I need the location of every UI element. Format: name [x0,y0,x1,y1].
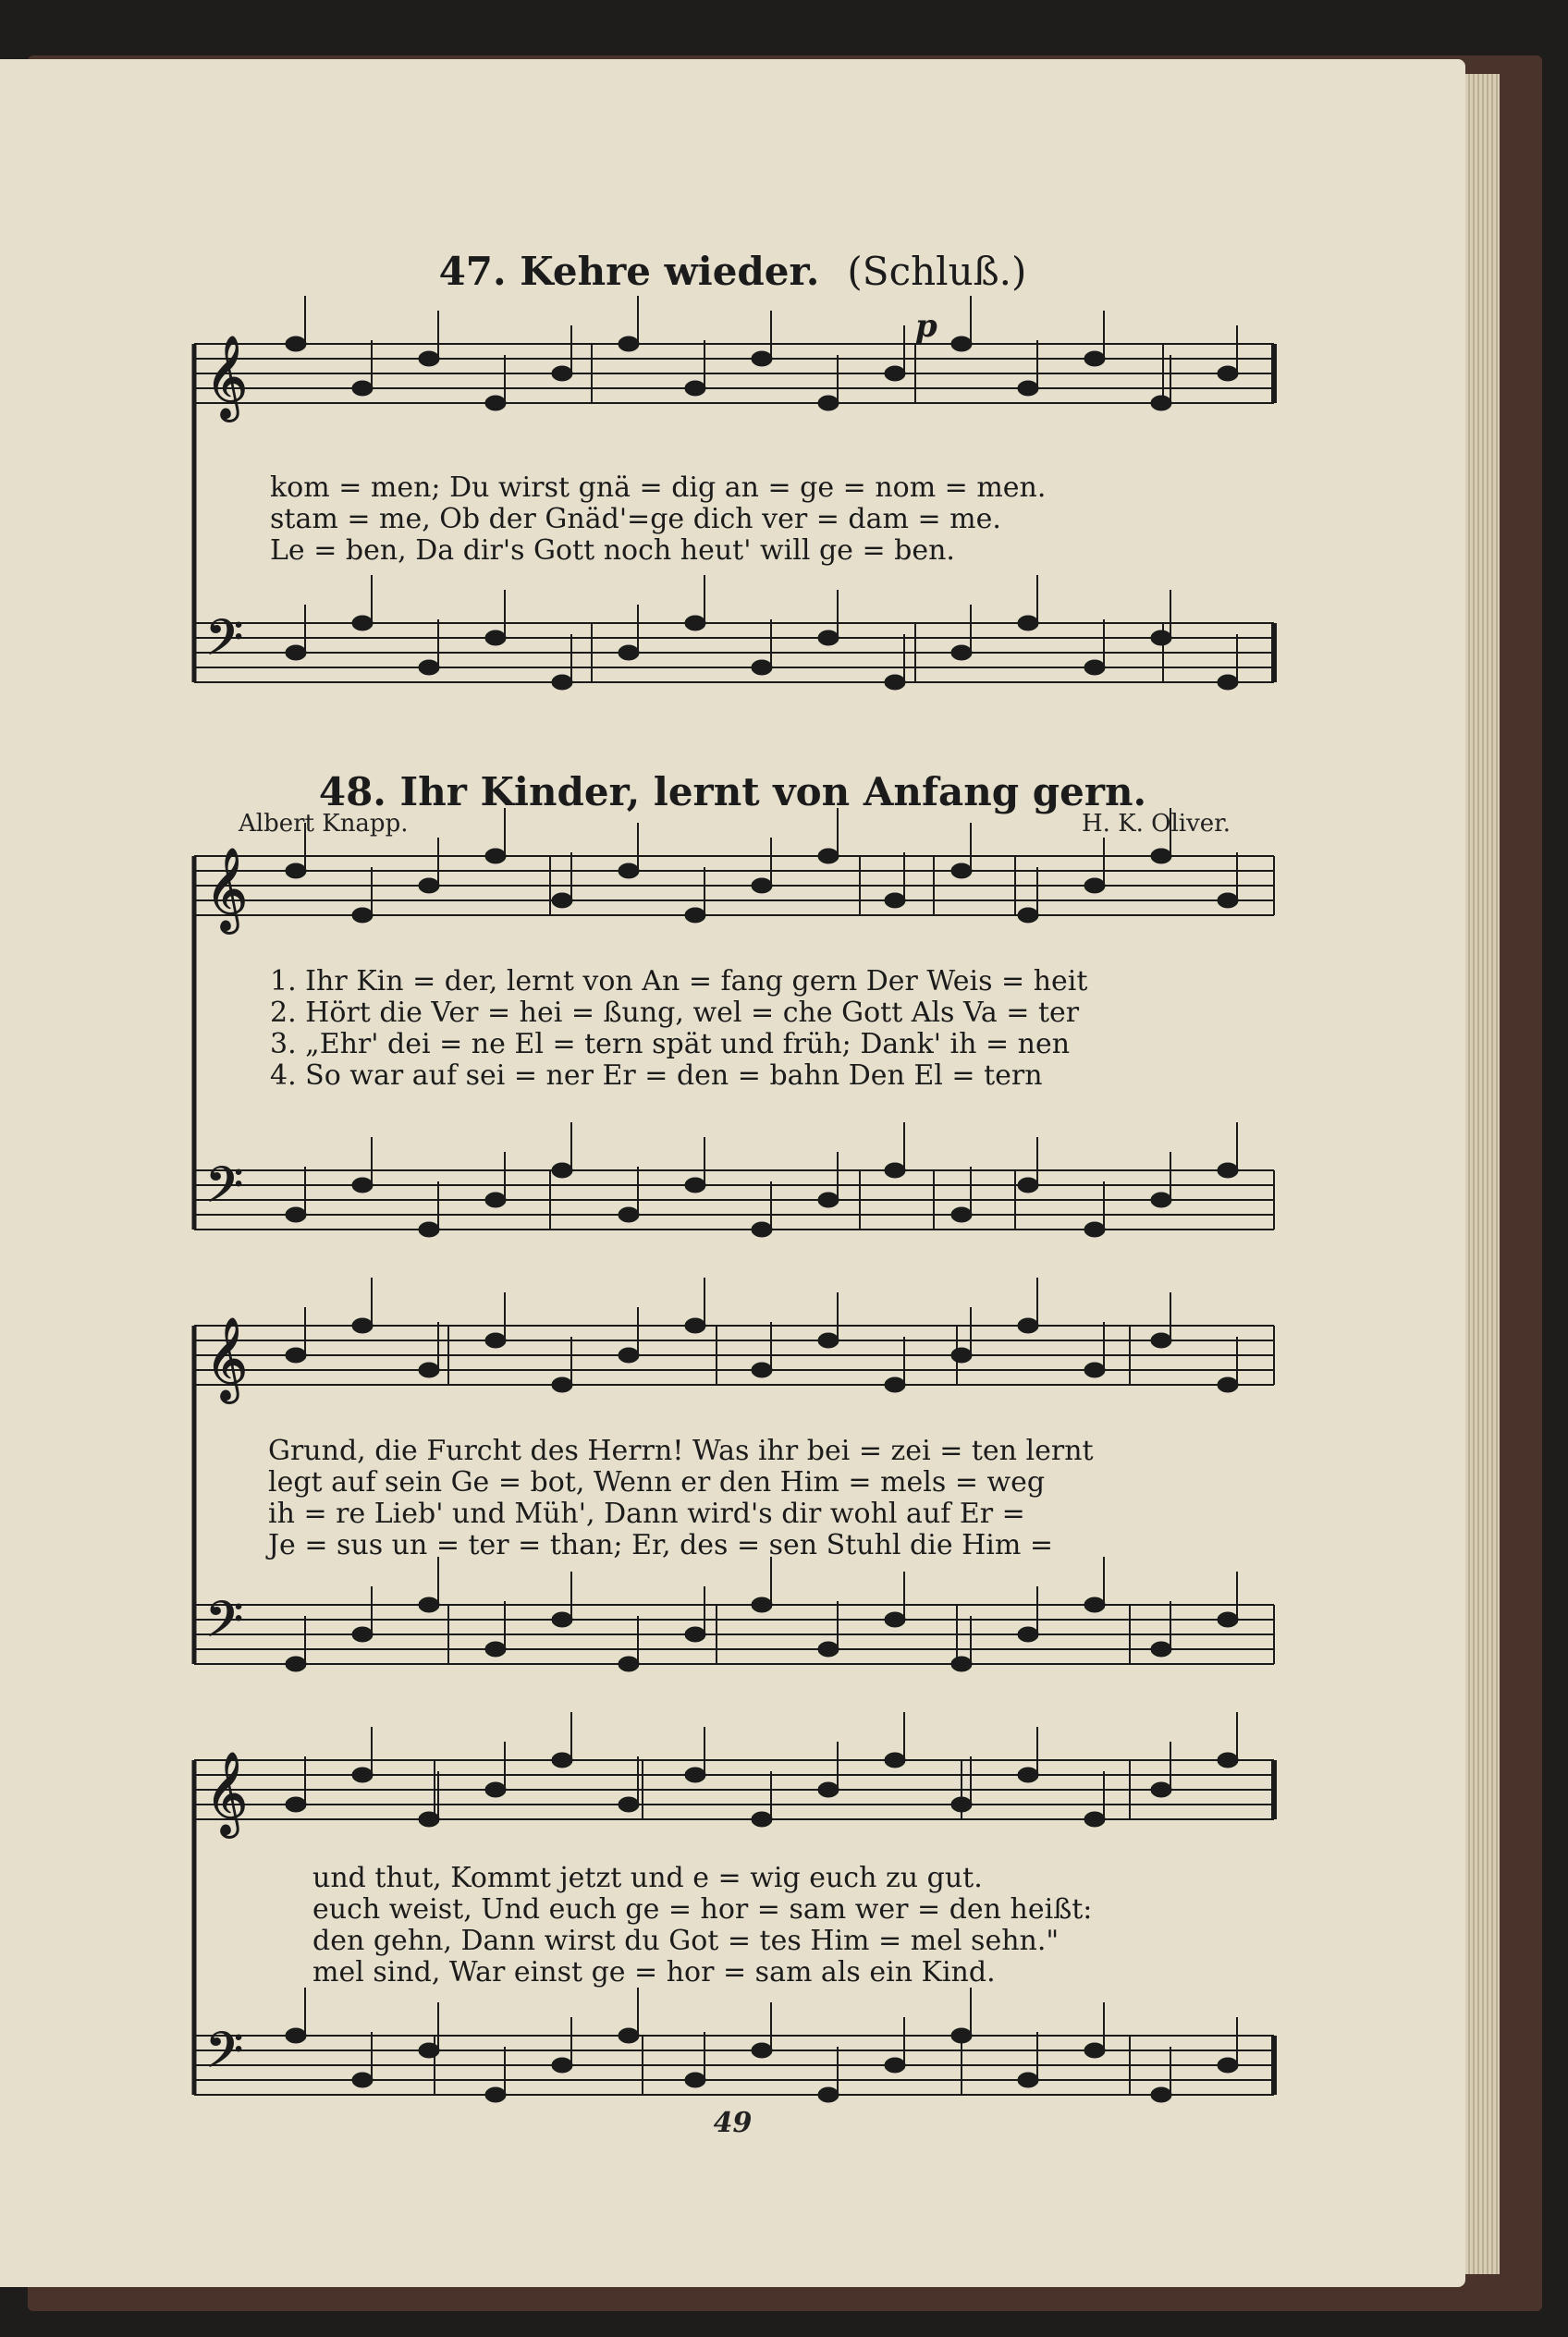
note-head [352,381,373,396]
note-head [1218,675,1238,690]
note-head [1151,630,1171,645]
note-head [818,1333,839,1348]
note-head [885,893,905,908]
note-head [885,1753,905,1768]
hymn-48-s2-line-3: ih = re Lieb' und Müh', Dann wird's dir wohl auf Er = [268,1498,1025,1530]
hymn-48-s2-line-4: Je = sus un = ter = than; Er, des = sen Stuhl die Him = [268,1529,1054,1561]
note-head [1151,396,1171,410]
note-head [685,1318,705,1333]
note-head [752,1812,772,1827]
note-head [818,1193,839,1207]
note-head [286,1207,306,1222]
note-head [352,908,373,923]
note-head [1018,1178,1038,1193]
note-head [552,1753,572,1768]
note-head [885,675,905,690]
note-head [951,645,972,660]
note-head [619,336,639,351]
note-head [818,1782,839,1797]
note-head [1218,1377,1238,1392]
note-head [552,1612,572,1627]
note-head [951,1657,972,1671]
note-head [619,1348,639,1363]
note-head [951,1797,972,1812]
note-head [1218,1753,1238,1768]
note-head [485,1782,506,1797]
hymn-48-s3-line-1: und thut, Kommt jetzt und e = wig euch zu gut. [312,1862,983,1894]
note-head [818,849,839,863]
note-head [1151,849,1171,863]
hymn-48-s2-line-1: Grund, die Furcht des Herrn! Was ihr bei = zei = ten lernt [268,1435,1094,1467]
bass-clef-icon: 𝄢 [205,610,244,679]
hymn-48-s1-line-4: 4. So war auf sei = ner Er = den = bahn Den El = tern [270,1059,1043,1092]
note-head [752,1597,772,1612]
note-head [485,396,506,410]
note-head [552,366,572,381]
note-head [951,1207,972,1222]
note-head [818,396,839,410]
note-head [1018,1627,1038,1642]
hymn-48-s3-line-3: den gehn, Dann wirst du Got = tes Him = mel sehn." [312,1925,1060,1957]
note-head [1151,2087,1171,2102]
note-head [419,1812,439,1827]
hymn-48-s3-line-4: mel sind, War einst ge = hor = sam als ein Kind. [312,1956,996,1988]
note-head [1151,1642,1171,1657]
note-head [419,351,439,366]
page-number: 49 [713,2107,753,2139]
author-credit: Albert Knapp. [239,810,409,838]
note-head [1084,1363,1105,1377]
note-head [685,908,705,923]
note-head [286,1657,306,1671]
note-head [752,1222,772,1237]
note-head [352,1318,373,1333]
note-head [619,1207,639,1222]
note-head [619,863,639,878]
note-head [619,1797,639,1812]
note-head [619,645,639,660]
note-head [552,893,572,908]
note-head [1018,616,1038,630]
note-head [885,1163,905,1178]
note-head [352,2073,373,2087]
note-head [419,660,439,675]
treble-clef-icon: 𝄞 [205,336,249,419]
note-head [1218,2058,1238,2073]
hymn-47-lyric-line-2: stam = me, Ob der Gnäd'=ge dich ver = dam = me. [270,503,1001,535]
note-head [1218,1163,1238,1178]
hymn-48-s1-line-2: 2. Hört die Ver = hei = ßung, wel = che Gott Als Va = ter [270,997,1080,1029]
note-head [818,630,839,645]
note-head [1218,366,1238,381]
note-head [1018,2073,1038,2087]
note-head [286,863,306,878]
note-head [619,2028,639,2043]
hymn-48-s2-line-2: legt auf sein Ge = bot, Wenn er den Him = mels = weg [268,1466,1046,1499]
treble-clef-icon: 𝄞 [205,1317,249,1401]
note-head [1218,1612,1238,1627]
note-head [1084,878,1105,893]
book-page [0,59,1465,2287]
note-head [485,1333,506,1348]
note-head [352,1178,373,1193]
hymn-47-lyric-line-1: kom = men; Du wirst gnä = dig an = ge = nom = men. [270,471,1047,504]
note-head [485,2087,506,2102]
note-head [485,1193,506,1207]
note-head [419,2043,439,2058]
note-head [419,878,439,893]
note-head [818,1642,839,1657]
note-head [752,2043,772,2058]
note-head [685,1178,705,1193]
treble-clef-icon: 𝄞 [205,1752,249,1835]
note-head [1084,660,1105,675]
hymn-48-s3-line-2: euch weist, Und euch ge = hor = sam wer = den heißt: [312,1893,1093,1926]
note-head [685,616,705,630]
note-head [885,1377,905,1392]
note-head [352,616,373,630]
note-head [286,336,306,351]
note-head [1151,1782,1171,1797]
note-head [1018,908,1038,923]
note-head [286,1797,306,1812]
note-head [485,630,506,645]
note-head [552,675,572,690]
note-head [951,863,972,878]
bass-clef-icon: 𝄢 [205,2023,244,2091]
treble-clef-icon: 𝄞 [205,848,249,931]
composer-credit: H. K. Oliver. [1082,810,1231,838]
hymn-47-lyric-line-3: Le = ben, Da dir's Gott noch heut' will ge = ben. [270,534,955,567]
note-head [485,1642,506,1657]
note-head [752,351,772,366]
hymn-48-s1-line-1: 1. Ihr Kin = der, lernt von An = fang gern Der Weis = heit [270,965,1088,997]
note-head [419,1222,439,1237]
note-head [885,2058,905,2073]
note-head [1018,381,1038,396]
note-head [352,1768,373,1782]
dynamic-marking: p [915,308,937,345]
note-head [1084,351,1105,366]
note-head [818,2087,839,2102]
note-head [552,2058,572,2073]
note-head [685,2073,705,2087]
note-head [619,1657,639,1671]
bass-clef-icon: 𝄢 [205,1157,244,1226]
note-head [1151,1333,1171,1348]
hymn-47-title-text: 47. Kehre wieder. [438,249,820,294]
note-head [485,849,506,863]
hymn-48-s1-line-3: 3. „Ehr' dei = ne El = tern spät und früh; Dank' ih = nen [270,1028,1071,1060]
note-head [685,381,705,396]
note-head [752,878,772,893]
note-head [419,1597,439,1612]
note-head [419,1363,439,1377]
note-head [752,660,772,675]
note-head [951,1348,972,1363]
note-head [286,1348,306,1363]
note-head [1084,1597,1105,1612]
note-head [951,2028,972,2043]
note-head [1218,893,1238,908]
note-head [1018,1318,1038,1333]
note-head [685,1768,705,1782]
note-head [1018,1768,1038,1782]
note-head [1084,2043,1105,2058]
bass-clef-icon: 𝄢 [205,1592,244,1660]
note-head [1084,1222,1105,1237]
note-head [286,2028,306,2043]
note-head [951,336,972,351]
hymn-47-subtitle: (Schluß.) [847,249,1027,294]
note-head [752,1363,772,1377]
note-head [885,1612,905,1627]
hymn-48-title: 48. Ihr Kinder, lernt von Anfang gern. [318,769,1147,814]
note-head [885,366,905,381]
note-head [1084,1812,1105,1827]
note-head [552,1377,572,1392]
note-head [352,1627,373,1642]
note-head [552,1163,572,1178]
note-head [286,645,306,660]
note-head [1151,1193,1171,1207]
note-head [685,1627,705,1642]
